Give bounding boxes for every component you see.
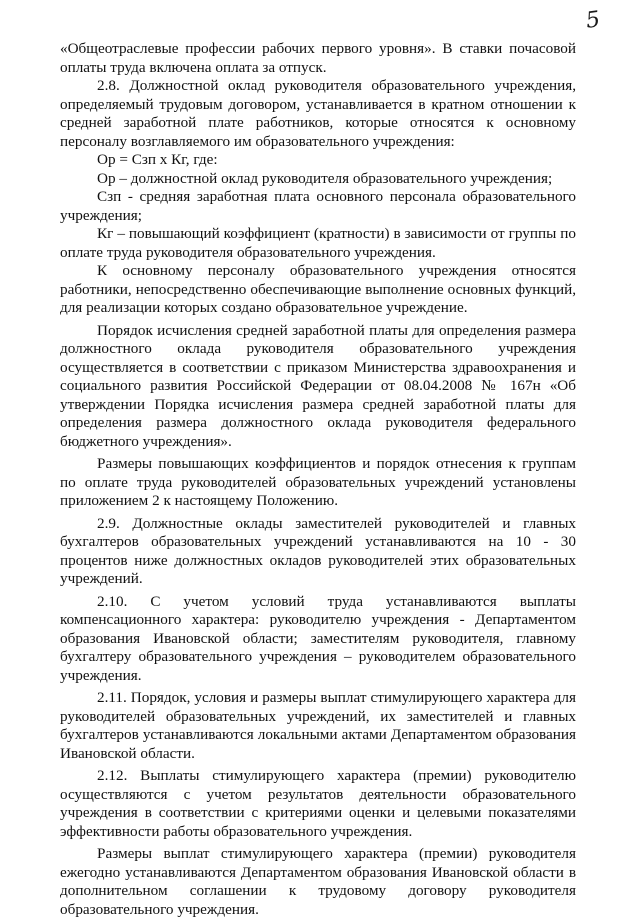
paragraph-main-personnel: К основному персоналу образовательного учреждения относятся работники, непосредственно обеспечивающие выполнение основных функций, для реализации которых создано образовательное учреждение. (60, 262, 576, 316)
paragraph-2-8: 2.8. Должностной оклад руководителя образовательного учреждения, определяемый трудовым договором, устанавливается в кратном отношении к средней заработной плате работников, которые относятся к основному персоналу возглавляемого им образовательного учреждения: (60, 77, 576, 150)
document-body (60, 40, 576, 923)
formula-definition-kg: Кг – повышающий коэффициент (кратности) в зависимости от группы по оплате труда руководителя образовательного учреждения. (60, 225, 576, 261)
paragraph-2-12: 2.12. Выплаты стимулирующего характера (премии) руководителю осуществляются с учетом результатов деятельности образовательного учреждения в соответствии с критериями оценки и целевыми показателями эффективности работы образовательного учреждения. (60, 767, 576, 840)
formula-definition-op: Ор – должностной оклад руководителя образовательного учреждения; (97, 169, 553, 187)
paragraph-continuation: «Общеотраслевые профессии рабочих первого уровня». В ставки почасовой оплаты труда включена оплата за отпуск. (60, 40, 576, 76)
paragraph-coefficients: Размеры повышающих коэффициентов и порядок отнесения к группам по оплате труда руководителей образовательных учреждений установлены приложением 2 к настоящему Положению. (60, 455, 576, 509)
paragraph-2-9: 2.9. Должностные оклады заместителей руководителей и главных бухгалтеров образовательных учреждений устанавливаются на 10 - 30 процентов ниже должностных окладов руководителей этих образовательных учреждений. (60, 514, 576, 587)
paragraph-2-11: 2.11. Порядок, условия и размеры выплат стимулирующего характера для руководителей образовательных учреждений, их заместителей и главных бухгалтеров устанавливаются локальными актами Департаментом образования Ивановской области. (60, 689, 576, 762)
paragraph-bonus-sizes: Размеры выплат стимулирующего характера (премии) руководителя ежегодно устанавливаются Департаментом образования Ивановской области в дополнительном соглашении к трудовому договору руководителя образовательного учреждения. (60, 845, 576, 918)
paragraph-salary-calculation: Порядок исчисления средней заработной платы для определения размера должностного оклада руководителя образовательного учреждения осуществляется в соответствии с приказом Министерства здравоохранения и социального развития Российской Федерации от 08.04.2008 № 167н «Об утверждении Порядка исчисления размера средней заработной платы для определения размера должностного оклада руководителя федерального бюджетного учреждения». (60, 321, 576, 450)
formula-definition-szp: Сзп - средняя заработная плата основного персонала образовательного учреждения; (60, 188, 576, 224)
paragraph-2-10: 2.10. С учетом условий труда устанавливаются выплаты компенсационного характера: руководителю учреждения - Департаментом образования Ивановской области; заместителям руководителя, главному бухгалтеру образовательного учреждения – руководителем образовательного учреждения. (60, 592, 576, 684)
formula-line: Ор = Сзп х Кг, где: (97, 151, 218, 168)
page-number: 5 (584, 7, 602, 34)
